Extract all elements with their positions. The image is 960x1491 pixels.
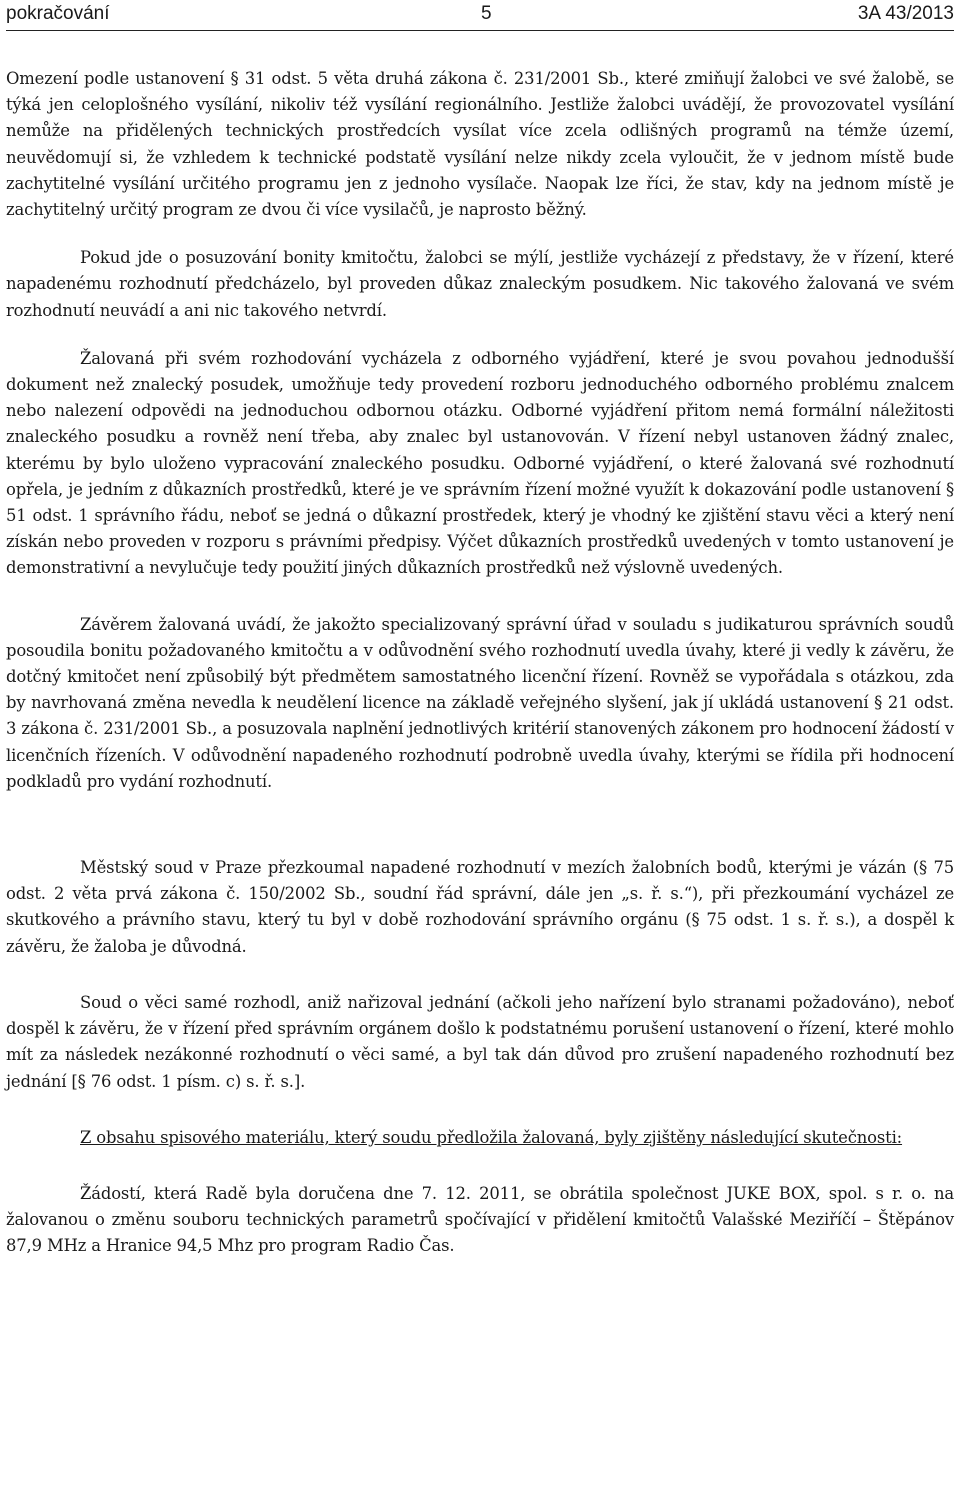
section-heading-findings: Z obsahu spisového materiálu, který soudu předložila žalovaná, byly zjištěny následující skutečnosti: [80,1127,903,1147]
paragraph-2: Pokud jde o posuzování bonity kmitočtu, žalobci se mýlí, jestliže vycházejí z představy, že v řízení, které napadenému rozhodnutí předcházelo, byl proveden důkaz znaleckým posudkem. Nic takového žalovaná ve svém rozhodnutí neuvádí a ani nic takového netvrdí. [6,248,954,320]
paragraph-3: Žalovaná při svém rozhodování vycházela z odborného vyjádření, které je svou povahou jednodušší dokument než znalecký posudek, umožňuje tedy provedení rozboru jednoduchého odborného problému znalcem nebo nalezení odpovědi na jednoduchou odbornou otázku. Odborné vyjádření přitom nemá formální náležitosti znaleckého posudku a rovněž není třeba, aby znalec byl ustanovován. V řízení nebyl ustanoven žádný znalec, kterému by bylo uloženo vypracování znaleckého posudku. Odborné vyjádření, o které žalovaná své rozhodnutí opřela, je jedním z důkazních prostředků, které je ve správním řízení možné využít k dokazování podle ustanovení § 51 odst. 1 správního řádu, neboť se jedná o důkazní prostředek, který je vhodný ke zjištění stavu věci a který není získán nebo proveden v rozporu s právními předpisy. Výčet důkazních prostředků uvedených v tomto ustanovení je demonstrativní a nevylučuje tedy použití jiných důkazních prostředků než výslovně uvedených. [6,348,954,578]
header-case-number: 3A 43/2013 [857,3,954,24]
header-page-number: 5 [481,3,492,24]
document-body [6,66,954,1260]
paragraph-6: Soud o věci samé rozhodl, aniž nařizoval jednání (ačkoli jeho nařízení bylo stranami požadováno), neboť dospěl k závěru, že v řízení před správním orgánem došlo k podstatnému porušení ustanovení o řízení, které mohlo mít za následek nezákonné rozhodnutí o věci samé, a byl tak dán důvod pro zrušení napadeného rozhodnutí bez jednání [§ 76 odst. 1 písm. c) s. ř. s.]. [6,992,954,1091]
header-continuation-label: pokračování [6,3,110,24]
paragraph-5: Městský soud v Praze přezkoumal napadené rozhodnutí v mezích žalobních bodů, kterými je vázán (§ 75 odst. 2 věta prvá zákona č. 150/2002 Sb., soudní řád správní, dále jen „s. ř. s.“), při přezkoumání vycházel ze skutkového a právního stavu, který tu byl v době rozhodování správního orgánu (§ 75 odst. 1 s. ř. s.), a dospěl k závěru, že žaloba je důvodná. [6,858,954,956]
paragraph-1: Omezení podle ustanovení § 31 odst. 5 věta druhá zákona č. 231/2001 Sb., které zmiňují žalobci ve své žalobě, se týká jen celoplošného vysílání, nikoliv též vysílání regionálního. Jestliže žalobci uvádějí, že provozovatel vysílání nemůže na přidělených technických prostředcích vysílat více zcela odlišných programů na témže území, neuvědomují si, že vzhledem k technické podstatě vysílání nelze nikdy zcela vyloučit, že v jednom místě bude zachytitelné vysílání určitého programu jen z jednoho vysílače. Naopak lze říci, že stav, kdy na jednom místě je zachytitelný určitý program ze dvou či více vysilačů, je naprosto běžný. [6,69,954,220]
page-header [6,0,954,28]
paragraph-7: Žádostí, která Radě byla doručena dne 7. 12. 2011, se obrátila společnost JUKE BOX, spol. s r. o. na žalovanou o změnu souboru technických parametrů spočívající v přidělení kmitočtů Valašské Meziříčí – Štěpánov 87,9 MHz a Hranice 94,5 Mhz pro program Radio Čas. [6,1183,954,1256]
paragraph-4: Závěrem žalovaná uvádí, že jakožto specializovaný správní úřad v souladu s judikaturou správních soudů posoudila bonitu požadovaného kmitočtu a v odůvodnění svého rozhodnutí uvedla úvahy, které ji vedly k závěru, že dotčný kmitočet není způsobilý být předmětem samostatného licenční řízení. Rovněž se vypořádala s otázkou, zda by navrhovaná změna nevedla k neudělení licence na základě veřejného slyšení, jak jí ukládá ustanovení § 21 odst. 3 zákona č. 231/2001 Sb., a posuzovala naplnění jednotlivých kritérií stanovených zákonem pro hodnocení žádostí v licenčních řízeních. V odůvodnění napadeného rozhodnutí podrobně uvedla úvahy, kterými se řídila při hodnocení podkladů pro vydání rozhodnutí. [6,614,954,791]
header-divider [6,30,954,31]
